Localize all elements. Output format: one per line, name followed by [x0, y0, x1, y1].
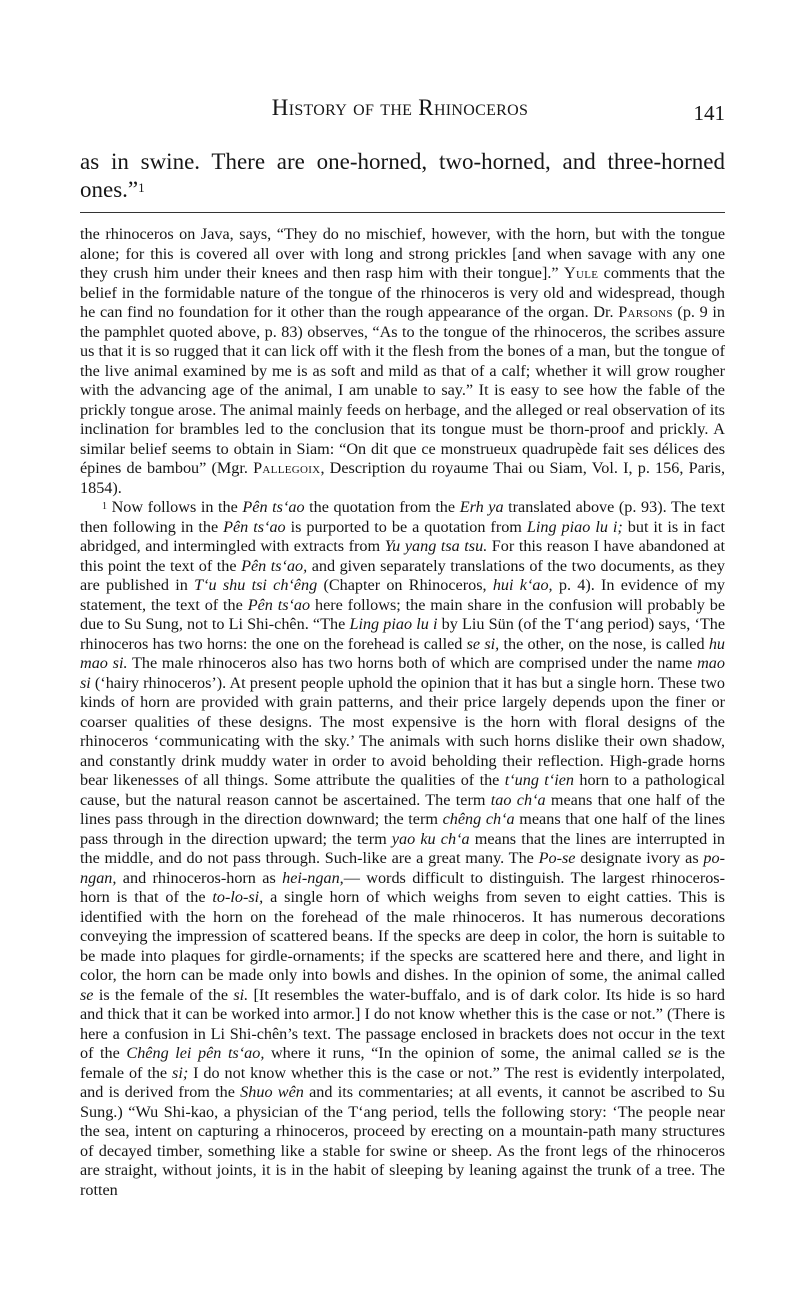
note-italic: se si,	[466, 634, 500, 653]
footnote-1	[80, 498, 725, 1200]
note-italic: hui k‘ao,	[492, 576, 553, 594]
note-italic: Chêng lei pên ts‘ao,	[126, 1044, 265, 1062]
note-italic: yao ku ch‘a	[391, 829, 470, 848]
note-text: where it runs, “In the opinion of some, the animal called	[264, 1044, 668, 1062]
note-italic: Shuo wên	[240, 1083, 304, 1101]
note-text: here follows; the main share in the confusion will probably be due to Su Sung, not to Li Shi-chên. “The	[80, 595, 726, 633]
note-italic: hei-ngan,	[282, 868, 344, 887]
page-number: 141	[693, 101, 725, 125]
note-text: (‘hairy rhinoceros’). At present people uphold the opinion that it has but a single horn. These two kinds of horn are provided with grain patterns, and their price largely depends upon the finer or coarser qualities of these designs. The most expensive is the horn with floral designs of the rhinoceros ‘communicating with the sky.’ The animals with such horns dislike their own shadow, and constantly drink muddy water in order to avoid beholding their reflection. High-grade horns bear likenesses of all things. Some attribute the qualities of the	[80, 673, 725, 789]
note-text: [It resembles the water-buffalo, and is of dark color. Its hide is so hard and thick that it can be worked into armor.] I do not know whether this is the case or not.” (There is here a confusion in Li Shi-chên’s text. The passage enclosed in brackets does not occur in the text of the	[80, 985, 725, 1062]
note-italic: Ling piao lu i;	[526, 517, 623, 536]
note-italic: Erh ya	[459, 498, 504, 516]
note-text: is purported to be a quotation from	[285, 517, 527, 536]
footnote-number: 1	[102, 501, 107, 512]
note-text: horn to a pathological cause, but the natural reason cannot be ascertained. The term	[80, 771, 725, 809]
note-text: is the female of the	[80, 1044, 725, 1082]
note-text: means that one half of the lines pass through in the direction upward; the term	[80, 810, 726, 848]
note-text: the rhinoceros on Java, says, “They do no mischief, however, with the horn, but with the tongue alone; for this is covered all over with long and strong prickles [and when savage with any one they crush him under their knees and then rasp him with their tongue].”	[80, 225, 725, 282]
note-italic: Ling piao lu i	[349, 615, 438, 633]
note-text: and given separately translations of the two documents, as they are published in	[80, 556, 725, 594]
footnotes	[80, 225, 725, 1200]
note-italic: tao ch‘a	[490, 790, 546, 809]
note-italic: Po-se	[538, 849, 576, 867]
note-text: (Chapter on Rhinoceros,	[317, 576, 493, 594]
note-italic: Pên ts‘ao,	[241, 556, 308, 575]
note-text: p. 4). In evidence of my statement, the text of the	[80, 576, 725, 614]
note-italic: po-ngan,	[80, 849, 725, 887]
note-text: and rhinoceros-horn as	[116, 868, 283, 887]
note-text: and its commentaries; at all events, it cannot be ascribed to Su Sung.) “Wu Shi-kao, a physician of the T‘ang period, tells the following story: ‘The people near the sea, intent on capturing a rhinoceros, proceed by erecting on a mountain-path many structures of decayed timber, something like a stable for swine or sheep. As the front legs of the rhinoceros are straight, without joints, it is in the habit of sleeping by leaning against the trunk of a tree. The rotten	[80, 1083, 726, 1199]
note-italic: si;	[172, 1063, 189, 1082]
note-text: is the female of the	[93, 985, 234, 1004]
note-text: (p. 9 in the pamphlet quoted above, p. 83) observes, “As to the tongue of the rhinoceros, the scribes assure us that it is so rugged that it can lick off with it the flesh from the bones of a man, but the tongue of the live animal examined by me is as soft and mild as that of a calf; whether it will grow rougher with the advancing age of the animal, I am unable to say.” It is easy to see how the fable of the prickly tongue arose. The animal mainly feeds on herbage, and the alleged or real observation of its inclination for brambles led to the conclusion that its tongue must be thorn-proof and prickly. A similar belief seems to obtain in Siam: “On dit que ce monstrueux quadrupède fait ses délices des épines de bambou” (Mgr.	[80, 303, 725, 477]
note-text: designate ivory as	[575, 849, 704, 867]
note-text: means that one half of the lines pass through in the direction downward; the term	[80, 790, 725, 828]
note-italic: to-lo-si,	[212, 888, 264, 906]
author-name: Parsons	[618, 303, 673, 321]
note-text: the other, on the nose, is called	[499, 634, 709, 653]
author-name: Pallegoix	[253, 459, 321, 477]
note-italic: se	[80, 985, 94, 1004]
note-italic: se	[667, 1044, 682, 1062]
note-italic: Pên ts‘ao	[247, 595, 311, 614]
note-text: , Description du royaume Thai ou Siam, Vol. I, p. 156, Paris, 1854).	[80, 459, 725, 497]
note-italic: Yu yang tsa tsu.	[384, 537, 488, 555]
note-text: Now follows in the	[111, 498, 243, 516]
author-name: Yule	[563, 264, 599, 282]
note-text: translated above (p. 93). The text then following in the	[80, 498, 726, 536]
footnote-reference: 1	[138, 180, 145, 195]
note-italic: Pên ts‘ao	[242, 498, 305, 516]
note-italic: t‘ung t‘ien	[504, 771, 574, 789]
running-head	[0, 93, 800, 133]
note-text: For this reason I have abandoned at this point the text of the	[80, 537, 725, 575]
note-text: means that the lines are interrupted in the middle, and do not pass through. Such-like are a great many. The	[80, 829, 725, 867]
note-text: I do not know whether this is the case or not.” The rest is evidently interpolated, and is derived from the	[80, 1063, 725, 1101]
note-text: comments that the belief in the formidable nature of the tongue of the rhinoceros is very old and widespread, though he can find no foundation for it other than the rough appearance of the organ. Dr.	[80, 264, 725, 321]
note-text: but it is in fact abridged, and intermingled with extracts from	[80, 517, 726, 555]
note-italic: si.	[233, 985, 249, 1004]
main-text: as in swine. There are one-horned, two-horned, and three-horned ones.”	[80, 149, 725, 202]
note-italic: chêng ch‘a	[442, 810, 515, 828]
note-text: a single horn of which weighs from seven to eight catties. This is identified with the horn on the forehead of the male rhinoceros. It has numerous decorations conveying the impression of scattered beans. If the specks are deep in color, the horn is suitable to be made into plaques for girdle-ornaments; if the specks are scattered here and there, and light in color, the horn can be made only into bowls and dishes. In the opinion of some, the animal called	[80, 888, 725, 984]
note-italic: hu mao si.	[80, 634, 726, 672]
note-italic: Pên ts‘ao	[223, 517, 286, 536]
note-italic: T‘u shu tsi ch‘êng	[194, 576, 318, 594]
continued-footnote	[80, 225, 725, 498]
note-italic: mao si	[80, 654, 725, 692]
note-text: by Liu Sün (of the T‘ang period) says, ‘The rhinoceros has two horns: the one on the forehead is called	[80, 615, 726, 653]
note-text: The male rhinoceros also has two horns both of which are comprised under the name	[127, 654, 698, 672]
main-text-paragraph	[80, 148, 725, 204]
running-title: History of the Rhinoceros	[271, 95, 529, 120]
note-text: the quotation from the	[304, 498, 460, 516]
footnote-divider	[80, 212, 725, 213]
note-text: — words difficult to distinguish. The largest rhinoceros-horn is that of the	[80, 868, 725, 906]
